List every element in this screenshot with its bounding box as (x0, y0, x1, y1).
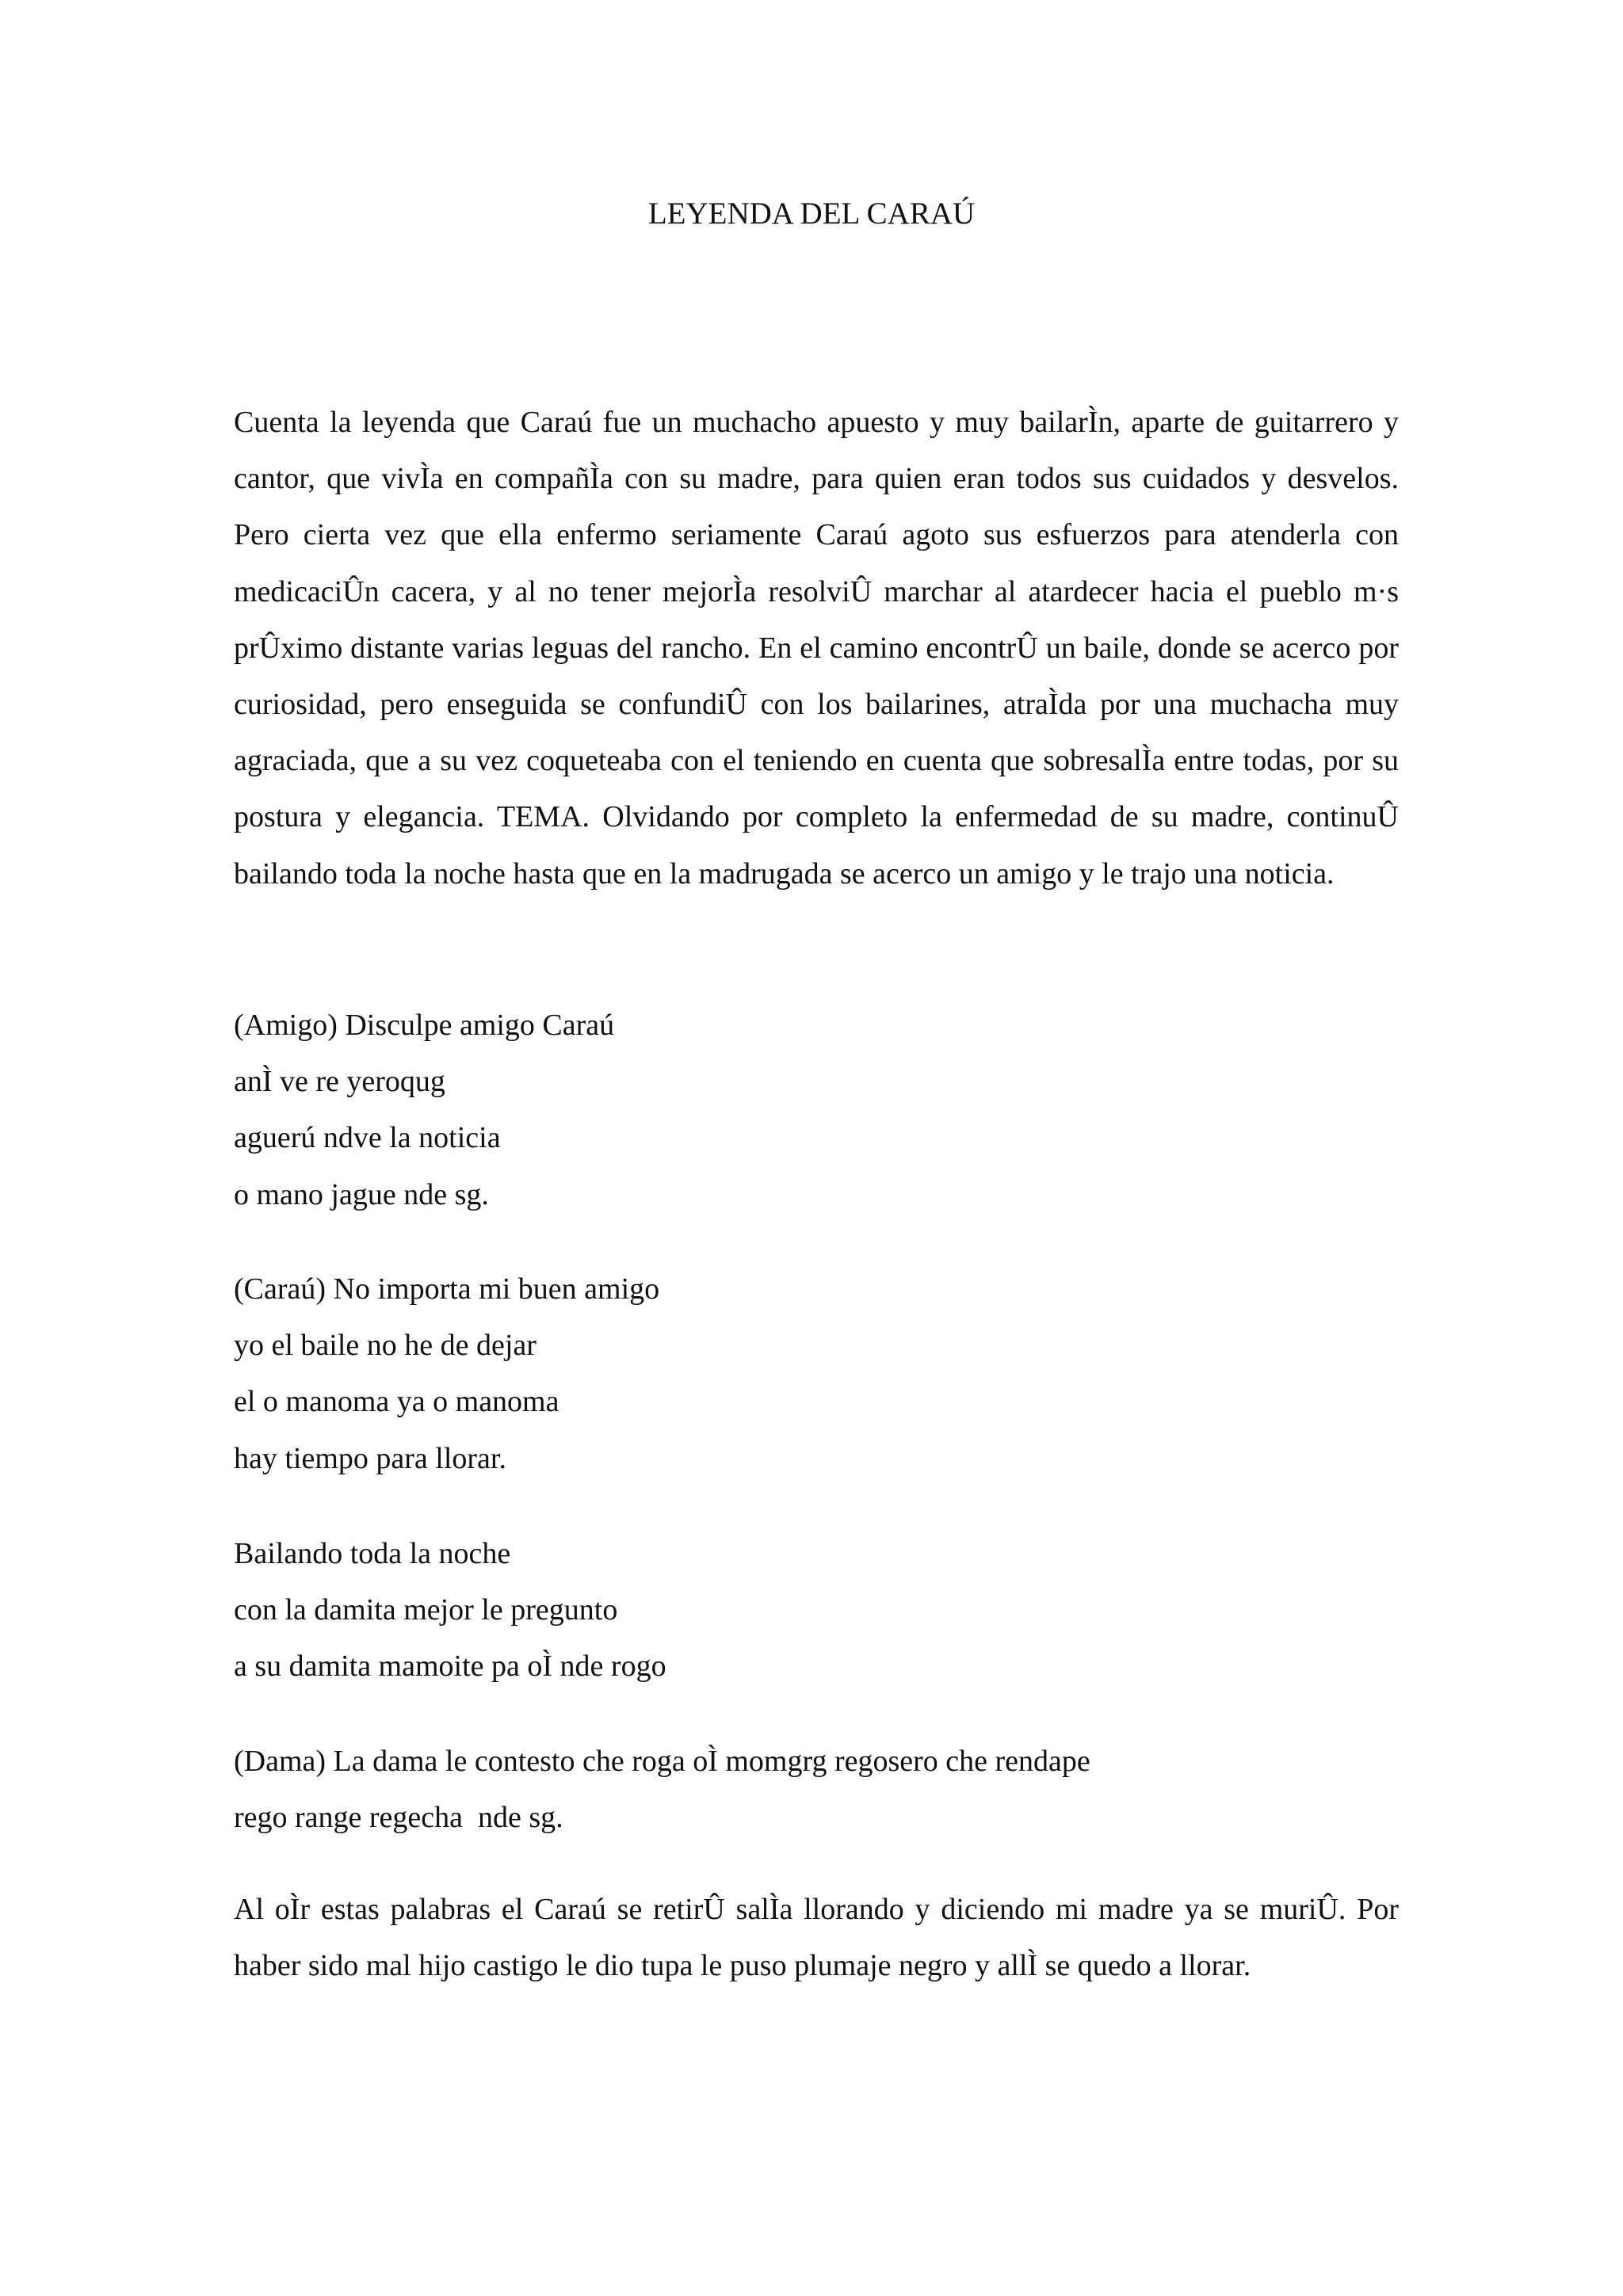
document-title: LEYENDA DEL CARAÚ (647, 196, 976, 231)
stanza-line: aguerú ndve la noticia (234, 1121, 501, 1155)
closing-paragraph: Al oÌr estas palabras el Caraú se retirÛ salÌa llorando y diciendo mi madre ya se muriÛ. Por haber sido mal hijo castigo le dio tupa le puso plumaje negro y allÌ se quedo a llorar. (234, 1893, 1399, 1983)
intro-paragraph: Cuenta la leyenda que Caraú fue un muchacho apuesto y muy bailarÌn, aparte de guitarrero y cantor, que vivÌa en compañÌa con su madre, para quien eran todos sus cuidados y desvelos. Pero cierta vez que ella enfermo seriamente Caraú agoto sus esfuerzos para atenderla con medicaciÛn cacera, y al no tener mejorÌa resolviÛ marchar al atardecer hacia el pueblo m·s prÛximo distante varias leguas del rancho. En el camino encontrÛ un baile, donde se acerco por curiosidad, pero enseguida se confundiÛ con los bailarines, atraÌda por una muchacha muy agraciada, que a su vez coqueteaba con el teniendo en cuenta que sobresalÌa entre todas, por su postura y elegancia. TEMA. Olvidando por completo la enfermedad de su madre, continuÛ bailando toda la noche hasta que en la madrugada se acerco un amigo y le trajo una noticia. (234, 406, 1399, 891)
stanza-line: anÌ ve re yeroqug (234, 1065, 445, 1099)
stanza-dama (234, 1733, 1399, 1846)
stanza-bailando (234, 1526, 1399, 1695)
stanza-line: a su damita mamoite pa oÌ nde rogo (234, 1650, 666, 1684)
stanza-line: (Caraú) No importa mi buen amigo (234, 1272, 660, 1306)
stanza-line: yo el baile no he de dejar (234, 1329, 537, 1363)
stanza-line: (Dama) La dama le contesto che roga oÌ momgrg regosero che rendape (234, 1745, 1090, 1778)
stanza-line: rego range regecha nde sg. (234, 1801, 563, 1835)
stanza-line: (Amigo) Disculpe amigo Caraú (234, 1009, 615, 1042)
stanza-line: Bailando toda la noche (234, 1537, 511, 1570)
stanza-amigo (234, 997, 1399, 1223)
stanza-carau (234, 1261, 1399, 1487)
stanza-line: con la damita mejor le pregunto (234, 1593, 618, 1627)
stanza-line: hay tiempo para llorar. (234, 1441, 506, 1475)
stanza-line: el o manoma ya o manoma (234, 1385, 559, 1419)
stanza-line: o mano jague nde sg. (234, 1177, 489, 1211)
